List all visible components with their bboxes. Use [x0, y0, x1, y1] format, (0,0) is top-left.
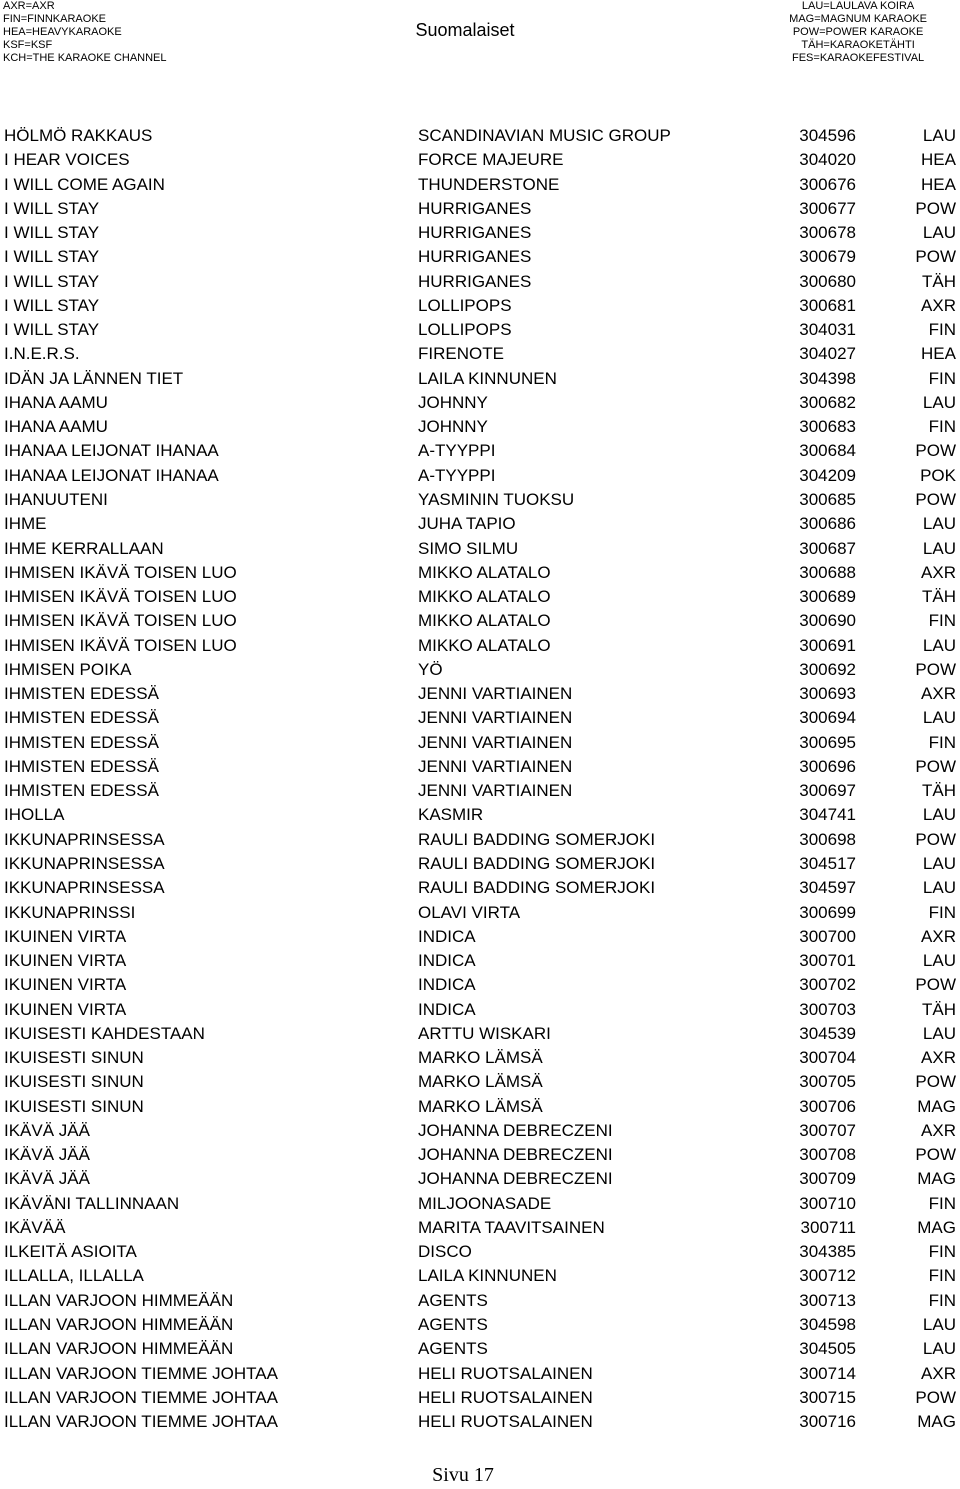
label-code: FIN	[928, 1242, 956, 1262]
label-code: LAU	[922, 635, 956, 655]
artist-name: JOHNNY	[418, 392, 488, 412]
label-code: LAU	[922, 1339, 956, 1359]
artist-name: JENNI VARTIAINEN	[418, 756, 573, 776]
label-code: TÄH	[922, 781, 956, 801]
table-row	[0, 415, 960, 439]
song-title: IHMISEN POIKA	[4, 659, 132, 679]
label-code: LAU	[922, 538, 956, 558]
artist-name: AGENTS	[418, 1339, 488, 1359]
label-code: MAG	[917, 1412, 956, 1432]
song-title: I.N.E.R.S.	[4, 344, 80, 364]
song-code: 300697	[799, 781, 856, 801]
song-code: 300683	[799, 417, 856, 437]
artist-name: AGENTS	[418, 1315, 488, 1335]
label-code: LAU	[922, 708, 956, 728]
song-code: 300690	[799, 611, 856, 631]
table-row	[0, 634, 960, 658]
song-code: 300691	[799, 635, 856, 655]
artist-name: MIKKO ALATALO	[418, 587, 551, 607]
artist-name: LOLLIPOPS	[418, 320, 512, 340]
label-code: HEA	[921, 174, 956, 194]
song-code: 300704	[799, 1048, 856, 1068]
artist-name: FORCE MAJEURE	[418, 150, 564, 170]
legend-item: TÄH=KARAOKETÄHTI	[801, 39, 915, 51]
legend-item: KCH=THE KARAOKE CHANNEL	[3, 52, 167, 64]
table-row	[0, 391, 960, 415]
song-code: 304597	[799, 878, 856, 898]
label-code: LAU	[922, 1023, 956, 1043]
song-code: 300715	[799, 1387, 856, 1407]
legend-item: POW=POWER KARAOKE	[792, 26, 924, 38]
song-code: 300677	[799, 198, 856, 218]
label-code: POW	[915, 659, 956, 679]
song-code: 300711	[800, 1217, 856, 1237]
table-row	[0, 706, 960, 730]
song-title: IKUISESTI SINUN	[4, 1072, 144, 1092]
song-title: IHANA AAMU	[4, 392, 108, 412]
label-code: LAU	[922, 392, 956, 412]
label-code: FIN	[928, 902, 956, 922]
label-code: HEA	[921, 344, 956, 364]
artist-name: JENNI VARTIAINEN	[418, 781, 573, 801]
table-row	[0, 294, 960, 318]
song-code: 300689	[799, 587, 856, 607]
artist-name: LOLLIPOPS	[418, 295, 512, 315]
label-code: AXR	[921, 1363, 956, 1383]
song-title: IKÄVÄÄ	[4, 1217, 66, 1237]
table-row	[0, 901, 960, 925]
table-row	[0, 1143, 960, 1167]
song-title: IKUISESTI SINUN	[4, 1048, 144, 1068]
table-row	[0, 949, 960, 973]
artist-name: HELI RUOTSALAINEN	[418, 1387, 593, 1407]
table-row	[0, 1046, 960, 1070]
song-title: IDÄN JA LÄNNEN TIET	[4, 368, 184, 388]
artist-name: JOHANNA DEBRECZENI	[418, 1169, 613, 1189]
label-code: FIN	[928, 1290, 956, 1310]
table-row	[0, 609, 960, 633]
legend-item: MAG=MAGNUM KARAOKE	[789, 13, 927, 25]
artist-name: MARKO LÄMSÄ	[418, 1096, 543, 1116]
song-code: 300710	[799, 1193, 856, 1213]
table-row	[0, 512, 960, 536]
song-code: 300695	[799, 732, 856, 752]
label-code: POK	[920, 465, 956, 485]
song-title: IHME KERRALLAAN	[4, 538, 164, 558]
song-title: IKUINEN VIRTA	[4, 951, 127, 971]
song-code: 300705	[799, 1072, 856, 1092]
artist-name: A-TYYPPI	[418, 441, 496, 461]
song-code: 300703	[799, 999, 856, 1019]
song-title: IKUINEN VIRTA	[4, 975, 127, 995]
label-code: POW	[915, 756, 956, 776]
label-code: FIN	[928, 611, 956, 631]
song-title: ILKEITÄ ASIOITA	[4, 1242, 137, 1262]
table-row	[0, 1289, 960, 1313]
song-title: IHANAA LEIJONAT IHANAA	[4, 465, 219, 485]
artist-name: KASMIR	[418, 805, 484, 825]
label-code: LAU	[922, 805, 956, 825]
table-row	[0, 1362, 960, 1386]
artist-name: ARTTU WISKARI	[418, 1023, 551, 1043]
table-row	[0, 1095, 960, 1119]
song-title: IHANAA LEIJONAT IHANAA	[4, 441, 219, 461]
table-row	[0, 779, 960, 803]
song-code: 300701	[799, 951, 856, 971]
song-code: 304209	[799, 465, 856, 485]
artist-name: RAULI BADDING SOMERJOKI	[418, 878, 656, 898]
table-row	[0, 1386, 960, 1410]
artist-name: FIRENOTE	[418, 344, 504, 364]
label-code: LAU	[922, 126, 956, 145]
artist-name: A-TYYPPI	[418, 465, 496, 485]
song-title: I WILL STAY	[4, 247, 100, 267]
artist-name: HELI RUOTSALAINEN	[418, 1412, 593, 1432]
table-row	[0, 464, 960, 488]
artist-name: INDICA	[418, 951, 476, 971]
song-code: 304741	[799, 805, 856, 825]
song-code: 300706	[799, 1096, 856, 1116]
table-row	[0, 852, 960, 876]
artist-name: JOHNNY	[418, 417, 488, 437]
artist-name: JUHA TAPIO	[418, 514, 516, 534]
artist-name: HURRIGANES	[418, 198, 532, 218]
song-code: 300680	[799, 271, 856, 291]
artist-name: YÖ	[418, 659, 443, 679]
song-code: 304505	[799, 1339, 856, 1359]
song-title: IHANUUTENI	[4, 489, 108, 509]
song-code: 300694	[799, 708, 856, 728]
song-title: IHMISTEN EDESSÄ	[4, 684, 159, 704]
table-row	[0, 270, 960, 294]
song-title: IKÄVÄNI TALLINNAAN	[4, 1193, 180, 1213]
song-title: I WILL COME AGAIN	[4, 174, 165, 194]
song-code: 300693	[799, 684, 856, 704]
artist-name: LAILA KINNUNEN	[418, 1266, 557, 1286]
legend-item: AXR=AXR	[3, 0, 55, 12]
artist-name: MIKKO ALATALO	[418, 635, 551, 655]
table-row	[0, 1216, 960, 1240]
song-title: I WILL STAY	[4, 295, 100, 315]
song-code: 304385	[799, 1242, 856, 1262]
artist-name: SIMO SILMU	[418, 538, 519, 558]
artist-name: MIKKO ALATALO	[418, 611, 551, 631]
label-code: POW	[915, 1072, 956, 1092]
song-title: IHMISEN IKÄVÄ TOISEN LUO	[4, 562, 237, 582]
table-row	[0, 124, 960, 148]
song-title: IHMISEN IKÄVÄ TOISEN LUO	[4, 587, 237, 607]
song-title: ILLAN VARJOON HIMMEÄÄN	[4, 1290, 234, 1310]
song-title: ILLAN VARJOON HIMMEÄÄN	[4, 1315, 234, 1335]
artist-name: LAILA KINNUNEN	[418, 368, 557, 388]
artist-name: INDICA	[418, 975, 476, 995]
label-code: AXR	[921, 562, 956, 582]
label-code: LAU	[922, 878, 956, 898]
song-title: IHOLLA	[4, 805, 65, 825]
song-code: 300702	[799, 975, 856, 995]
song-title: I WILL STAY	[4, 198, 100, 218]
table-row	[0, 488, 960, 512]
label-code: POW	[915, 1387, 956, 1407]
legend-item: KSF=KSF	[3, 39, 53, 51]
song-title: HÖLMÖ RAKKAUS	[4, 126, 153, 145]
table-row	[0, 731, 960, 755]
table-row	[0, 876, 960, 900]
label-code: LAU	[922, 853, 956, 873]
artist-name: JENNI VARTIAINEN	[418, 708, 573, 728]
table-row	[0, 197, 960, 221]
table-row	[0, 1070, 960, 1094]
song-code: 304398	[799, 368, 856, 388]
song-title: IKKUNAPRINSESSA	[4, 853, 165, 873]
label-code: TÄH	[922, 587, 956, 607]
song-title: IKÄVÄ JÄÄ	[4, 1120, 90, 1140]
song-code: 300707	[799, 1120, 856, 1140]
label-code: TÄH	[922, 999, 956, 1019]
song-title: IHMISEN IKÄVÄ TOISEN LUO	[4, 611, 237, 631]
label-code: MAG	[917, 1217, 956, 1237]
table-row	[0, 998, 960, 1022]
song-code: 304027	[799, 344, 856, 364]
song-code: 300681	[799, 295, 856, 315]
song-title: IHMISTEN EDESSÄ	[4, 781, 159, 801]
artist-name: JOHANNA DEBRECZENI	[418, 1120, 613, 1140]
song-code: 300716	[799, 1412, 856, 1432]
song-title: ILLAN VARJOON HIMMEÄÄN	[4, 1339, 234, 1359]
table-row	[0, 367, 960, 391]
artist-name: JENNI VARTIAINEN	[418, 684, 573, 704]
table-row	[0, 1264, 960, 1288]
table-row	[0, 537, 960, 561]
song-title: IHANA AAMU	[4, 417, 108, 437]
song-code: 300696	[799, 756, 856, 776]
song-code: 300708	[799, 1145, 856, 1165]
label-code: POW	[915, 441, 956, 461]
table-row	[0, 561, 960, 585]
song-title: IKUISESTI KAHDESTAAN	[4, 1023, 205, 1043]
table-row	[0, 1410, 960, 1434]
artist-name: HELI RUOTSALAINEN	[418, 1363, 593, 1383]
legend-item: FIN=FINNKARAOKE	[3, 13, 106, 25]
label-code: FIN	[928, 732, 956, 752]
song-code: 304539	[799, 1023, 856, 1043]
artist-name: JENNI VARTIAINEN	[418, 732, 573, 752]
label-code: FIN	[928, 1193, 956, 1213]
legend-item: LAU=LAULAVA KOIRA	[801, 0, 915, 12]
label-code: POW	[915, 1145, 956, 1165]
table-row	[0, 585, 960, 609]
label-code: POW	[915, 247, 956, 267]
song-title: ILLAN VARJOON TIEMME JOHTAA	[4, 1363, 278, 1383]
table-row	[0, 245, 960, 269]
table-row	[0, 803, 960, 827]
song-title: IKKUNAPRINSESSA	[4, 829, 165, 849]
song-code: 300709	[799, 1169, 856, 1189]
label-code: AXR	[921, 295, 956, 315]
song-title: I WILL STAY	[4, 223, 100, 243]
table-row	[0, 658, 960, 682]
song-title: I HEAR VOICES	[4, 150, 130, 170]
table-row	[0, 973, 960, 997]
song-code: 300687	[799, 538, 856, 558]
song-title: IHMISEN IKÄVÄ TOISEN LUO	[4, 635, 237, 655]
table-row	[0, 439, 960, 463]
table-row	[0, 173, 960, 197]
song-code: 300688	[799, 562, 856, 582]
song-title: IKÄVÄ JÄÄ	[4, 1145, 90, 1165]
song-code: 300713	[799, 1290, 856, 1310]
song-code: 304031	[799, 320, 856, 340]
legend-item: FES=KARAOKEFESTIVAL	[792, 52, 925, 64]
song-title: IKUINEN VIRTA	[4, 926, 127, 946]
song-title: IHME	[4, 514, 47, 534]
song-code: 300714	[799, 1363, 856, 1383]
label-code: LAU	[922, 223, 956, 243]
table-row	[0, 221, 960, 245]
table-row	[0, 1119, 960, 1143]
page-title: Suomalaiset	[415, 20, 515, 40]
song-code: 300676	[799, 174, 856, 194]
label-code: MAG	[917, 1096, 956, 1116]
label-code: LAU	[922, 1315, 956, 1335]
song-table	[0, 124, 960, 1434]
table-row	[0, 318, 960, 342]
label-code: LAU	[922, 951, 956, 971]
label-code: POW	[915, 975, 956, 995]
legend-right	[789, 0, 927, 65]
label-code: HEA	[921, 150, 956, 170]
label-code: POW	[915, 489, 956, 509]
artist-name: HURRIGANES	[418, 271, 532, 291]
song-title: IKKUNAPRINSESSA	[4, 878, 165, 898]
song-title: IHMISTEN EDESSÄ	[4, 756, 159, 776]
song-title: IKÄVÄ JÄÄ	[4, 1169, 90, 1189]
artist-name: HURRIGANES	[418, 223, 532, 243]
artist-name: INDICA	[418, 926, 476, 946]
artist-name: HURRIGANES	[418, 247, 532, 267]
label-code: FIN	[928, 320, 956, 340]
artist-name: YASMININ TUOKSU	[418, 489, 575, 509]
song-code: 304596	[799, 126, 856, 145]
song-code: 300685	[799, 489, 856, 509]
song-code: 300699	[799, 902, 856, 922]
song-code: 300679	[799, 247, 856, 267]
artist-name: MIKKO ALATALO	[418, 562, 551, 582]
label-code: LAU	[922, 514, 956, 534]
song-title: IKUISESTI SINUN	[4, 1096, 144, 1116]
table-row	[0, 1240, 960, 1264]
song-code: 304517	[799, 853, 856, 873]
song-title: ILLALLA, ILLALLA	[4, 1266, 144, 1286]
table-row	[0, 1313, 960, 1337]
song-title: IHMISTEN EDESSÄ	[4, 708, 159, 728]
song-title: I WILL STAY	[4, 271, 100, 291]
label-code: FIN	[928, 1266, 956, 1286]
label-code: POW	[915, 829, 956, 849]
table-row	[0, 342, 960, 366]
label-code: FIN	[928, 368, 956, 388]
label-code: AXR	[921, 1120, 956, 1140]
artist-name: DISCO	[418, 1242, 472, 1262]
artist-name: OLAVI VIRTA	[418, 902, 521, 922]
table-row	[0, 1337, 960, 1361]
song-code: 304020	[799, 150, 856, 170]
label-code: POW	[915, 198, 956, 218]
song-code: 300686	[799, 514, 856, 534]
table-row	[0, 925, 960, 949]
song-code: 300692	[799, 659, 856, 679]
artist-name: MARKO LÄMSÄ	[418, 1048, 543, 1068]
artist-name: SCANDINAVIAN MUSIC GROUP	[418, 126, 671, 145]
label-code: TÄH	[922, 271, 956, 291]
song-code: 300698	[799, 829, 856, 849]
legend-item: HEA=HEAVYKARAOKE	[3, 26, 122, 38]
artist-name: RAULI BADDING SOMERJOKI	[418, 829, 656, 849]
song-code: 304598	[799, 1315, 856, 1335]
table-row	[0, 1192, 960, 1216]
label-code: FIN	[928, 417, 956, 437]
table-row	[0, 755, 960, 779]
label-code: MAG	[917, 1169, 956, 1189]
song-code: 300700	[799, 926, 856, 946]
table-row	[0, 682, 960, 706]
artist-name: AGENTS	[418, 1290, 488, 1310]
artist-name: JOHANNA DEBRECZENI	[418, 1145, 613, 1165]
song-title: ILLAN VARJOON TIEMME JOHTAA	[4, 1412, 278, 1432]
table-row	[0, 828, 960, 852]
artist-name: MILJOONASADE	[418, 1193, 552, 1213]
song-title: ILLAN VARJOON TIEMME JOHTAA	[4, 1387, 278, 1407]
artist-name: INDICA	[418, 999, 476, 1019]
label-code: AXR	[921, 926, 956, 946]
page-number: Sivu 17	[432, 1464, 494, 1486]
song-code: 300712	[799, 1266, 856, 1286]
song-title: IKKUNAPRINSSI	[4, 902, 136, 922]
table-row	[0, 1022, 960, 1046]
artist-name: RAULI BADDING SOMERJOKI	[418, 853, 656, 873]
table-row	[0, 1167, 960, 1191]
song-code: 300678	[799, 223, 856, 243]
song-code: 300684	[799, 441, 856, 461]
artist-name: MARITA TAAVITSAINEN	[418, 1217, 605, 1237]
label-code: AXR	[921, 1048, 956, 1068]
artist-name: MARKO LÄMSÄ	[418, 1072, 543, 1092]
song-title: IHMISTEN EDESSÄ	[4, 732, 159, 752]
song-title: I WILL STAY	[4, 320, 100, 340]
song-code: 300682	[799, 392, 856, 412]
table-row	[0, 148, 960, 172]
label-code: AXR	[921, 684, 956, 704]
artist-name: THUNDERSTONE	[418, 174, 560, 194]
song-title: IKUINEN VIRTA	[4, 999, 127, 1019]
